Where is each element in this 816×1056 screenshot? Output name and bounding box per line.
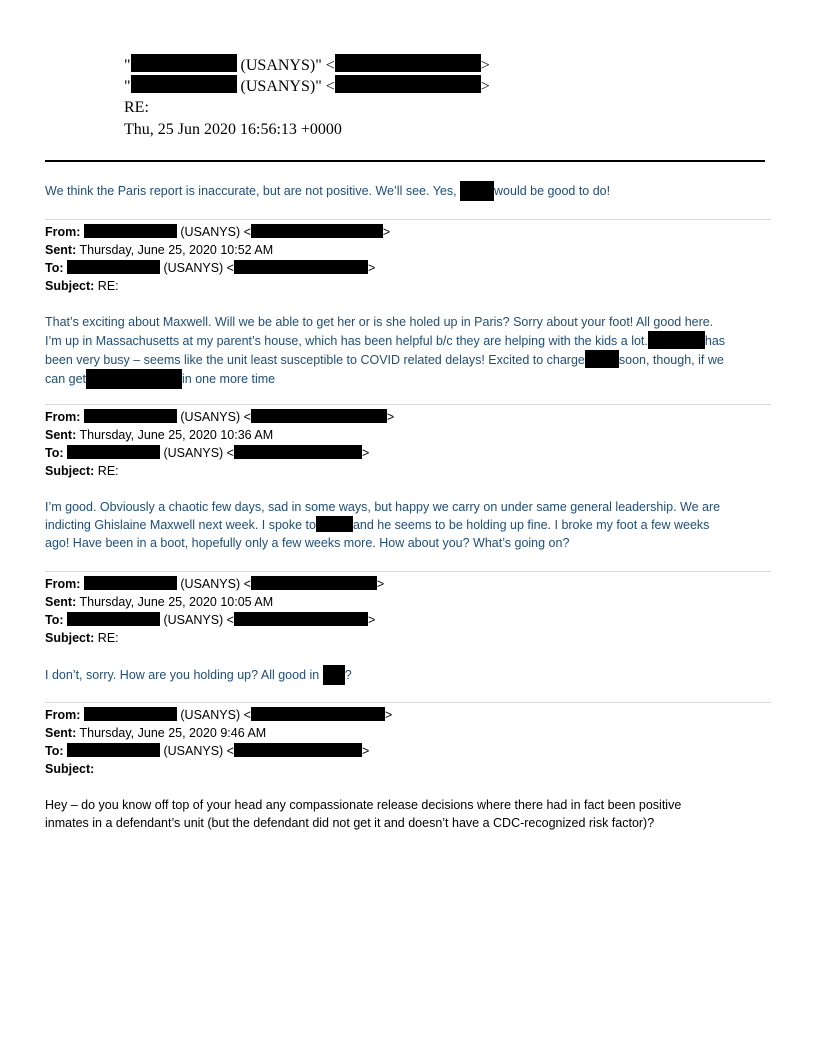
message-body: That’s exciting about Maxwell. Will we be able to get her or is she holed up in Paris? Sorry about your foot! All good here. I’m up in Massachusetts at my parent’s house, which has been helpful b/c they are helping with the kids a lot. has been very busy – seems like the unit least susceptible to COVID related delays! Excited to charge soon, though, if we can get in one more time — [45, 313, 771, 389]
message-meta — [45, 408, 771, 480]
redaction-block — [335, 54, 481, 72]
redaction-block — [648, 331, 705, 349]
redaction-block — [316, 516, 353, 532]
meta-subject: Subject: — [45, 762, 95, 776]
redaction-block — [234, 743, 362, 757]
meta-subject: Subject: RE: — [45, 464, 119, 478]
message-meta — [45, 706, 771, 778]
redaction-block — [251, 224, 383, 238]
redaction-block — [234, 260, 368, 274]
meta-from: From: (USANYS) < > — [45, 410, 395, 424]
meta-sent: Sent: Thursday, June 25, 2020 10:05 AM — [45, 595, 274, 609]
redaction-block — [585, 350, 619, 368]
redaction-block — [251, 576, 377, 590]
redaction-block — [251, 707, 385, 721]
header-to-value: " (USANYS)" < > — [124, 75, 490, 97]
redaction-block — [131, 75, 237, 93]
meta-to: To: (USANYS) < > — [45, 744, 370, 758]
redaction-block — [234, 612, 368, 626]
redaction-block — [84, 409, 177, 423]
header-divider — [45, 160, 765, 162]
redaction-block — [131, 54, 237, 72]
redaction-block — [67, 612, 160, 626]
message-meta — [45, 575, 771, 647]
redaction-block — [323, 665, 345, 685]
meta-from: From: (USANYS) < > — [45, 708, 393, 722]
redaction-block — [86, 369, 182, 389]
redaction-block — [67, 260, 160, 274]
meta-sent: Sent: Thursday, June 25, 2020 9:46 AM — [45, 726, 267, 740]
header-date-value: Thu, 25 Jun 2020 16:56:13 +0000 — [124, 121, 342, 138]
meta-from: From: (USANYS) < > — [45, 577, 385, 591]
message-separator — [45, 702, 771, 703]
redaction-block — [251, 409, 387, 423]
meta-to: To: (USANYS) < > — [45, 261, 376, 275]
message-body: I don’t, sorry. How are you holding up? All good in ? — [45, 665, 771, 685]
redaction-block — [84, 707, 177, 721]
redaction-block — [84, 224, 177, 238]
redaction-block — [67, 445, 160, 459]
meta-to: To: (USANYS) < > — [45, 446, 370, 460]
message-separator — [45, 404, 771, 405]
meta-subject: Subject: RE: — [45, 631, 119, 645]
redaction-block — [335, 75, 481, 93]
message-body: Hey – do you know off top of your head any compassionate release decisions where there had in fact been positive inmates in a defendant’s unit (but the defendant did not get it and doesn’t have a CDC-recognized risk factor)? — [45, 798, 682, 830]
redaction-block — [84, 576, 177, 590]
meta-sent: Sent: Thursday, June 25, 2020 10:36 AM — [45, 428, 274, 442]
header-from-value: " (USANYS)" < > — [124, 54, 490, 76]
redaction-block — [234, 445, 362, 459]
meta-sent: Sent: Thursday, June 25, 2020 10:52 AM — [45, 243, 274, 257]
meta-from: From: (USANYS) < > — [45, 225, 391, 239]
redaction-block — [67, 743, 160, 757]
message-body: We think the Paris report is inaccurate, but are not positive. We’ll see. Yes, would be good to do! — [45, 181, 771, 201]
message-separator — [45, 571, 771, 572]
redaction-block — [460, 181, 494, 201]
header-subject-value: RE: — [124, 99, 149, 116]
message-separator — [45, 219, 771, 220]
message-meta — [45, 223, 771, 295]
meta-to: To: (USANYS) < > — [45, 613, 376, 627]
message-body: I’m good. Obviously a chaotic few days, sad in some ways, but happy we carry on under same general leadership. We are indicting Ghislaine Maxwell next week. I spoke to and he seems to be holding up fine. I broke my foot a few weeks ago! Have been in a boot, hopefully only a few weeks more. How about you? What’s going on? — [45, 500, 721, 550]
meta-subject: Subject: RE: — [45, 279, 119, 293]
